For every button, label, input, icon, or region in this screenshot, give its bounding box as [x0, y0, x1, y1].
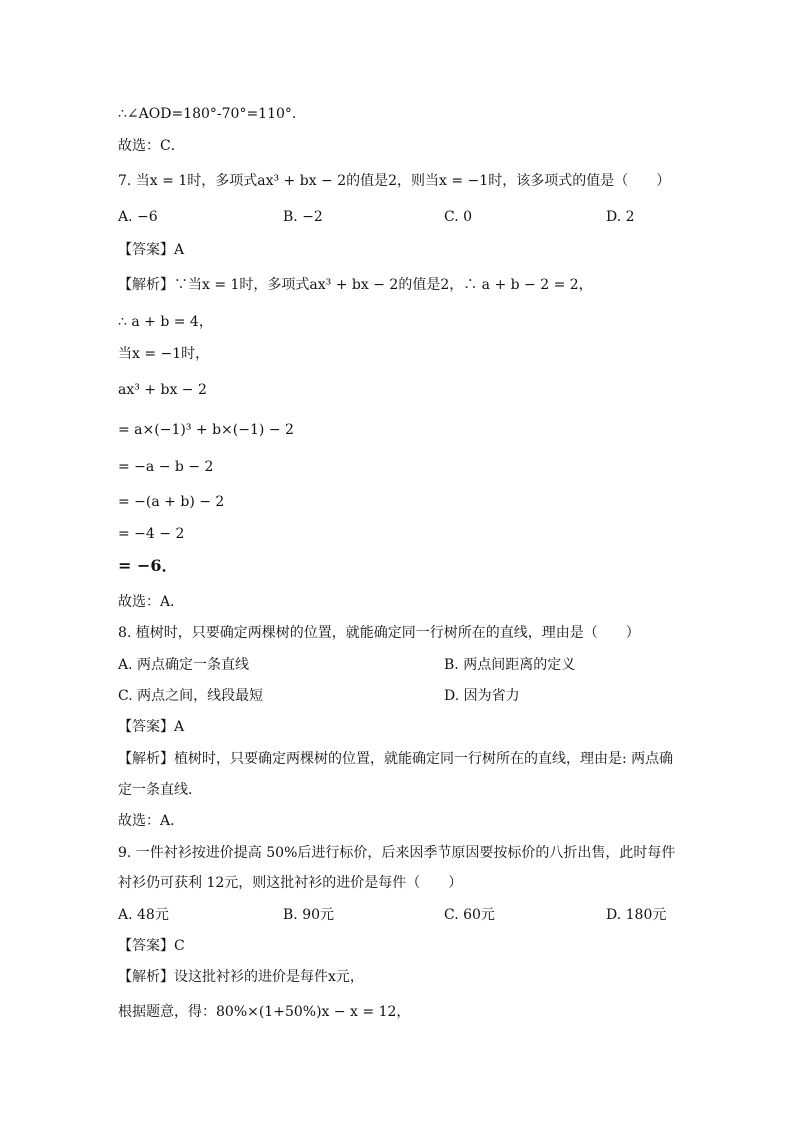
text-line: 故选：C．	[118, 138, 185, 154]
question-9: 衬衫仍可获利 12元，则这批衬衫的进价是每件（ ）	[118, 875, 463, 891]
q7-answer: 【答案】A	[118, 242, 185, 258]
q7-step: ax³ + bx − 2	[118, 382, 207, 398]
text-line: ∴∠AOD=180°-70°=110°.	[118, 106, 297, 122]
q7-option-d: D. 2	[606, 209, 635, 225]
q8-option-a: A. 两点确定一条直线	[118, 657, 250, 673]
q8-analysis: 【解析】植树时，只要确定两棵树的位置，就能确定同一行树所在的直线，理由是: 两点确	[118, 751, 674, 767]
q8-answer: 【答案】A	[118, 719, 185, 735]
q9-analysis: 【解析】设这批衬衫的进价是每件x元，	[118, 969, 364, 985]
q8-option-d: D. 因为省力	[444, 688, 520, 704]
q7-analysis: 当x = −1时，	[118, 346, 210, 362]
q7-step: = −(a + b) − 2	[118, 494, 225, 510]
question-9: 9. 一件衬衫按进价提高 50%后进行标价，后来因季节原因要按标价的八折出售，此时每件	[118, 845, 676, 861]
q8-option-b: B. 两点间距离的定义	[444, 657, 576, 673]
q7-analysis: ∴ a + b = 4，	[118, 314, 213, 330]
question-8: 8. 植树时，只要确定两棵树的位置，就能确定同一行树所在的直线，理由是（ ）	[118, 625, 640, 641]
q7-option-c: C. 0	[444, 209, 473, 225]
q9-option-c: C. 60元	[444, 907, 495, 923]
q7-analysis: 【解析】∵当x = 1时，多项式ax³ + bx − 2的值是2，∴ a + b − 2 = 2，	[118, 277, 593, 293]
q9-option-a: A. 48元	[118, 907, 169, 923]
question-7: 7. 当x = 1时，多项式ax³ + bx − 2的值是2，则当x = −1时，该多项式的值是（ ）	[118, 173, 671, 189]
q7-step: = −4 − 2	[118, 526, 185, 542]
q7-step: = a×(−1)³ + b×(−1) − 2	[118, 422, 294, 438]
q7-option-a: A. −6	[118, 209, 158, 225]
q8-analysis: 定一条直线.	[118, 782, 193, 798]
q7-step: = −a − b − 2	[118, 459, 214, 475]
q9-answer: 【答案】C	[118, 938, 185, 954]
q8-option-c: C. 两点之间，线段最短	[118, 688, 264, 704]
q9-option-b: B. 90元	[283, 907, 335, 923]
q7-choose: 故选：A．	[118, 594, 185, 610]
q9-analysis: 根据题意，得：80%×(1+50%)x − x = 12，	[118, 1004, 411, 1020]
q7-option-b: B. −2	[283, 209, 323, 225]
q8-choose: 故选：A．	[118, 813, 185, 829]
q9-option-d: D. 180元	[606, 907, 667, 923]
q7-step: = −6．	[118, 556, 178, 575]
